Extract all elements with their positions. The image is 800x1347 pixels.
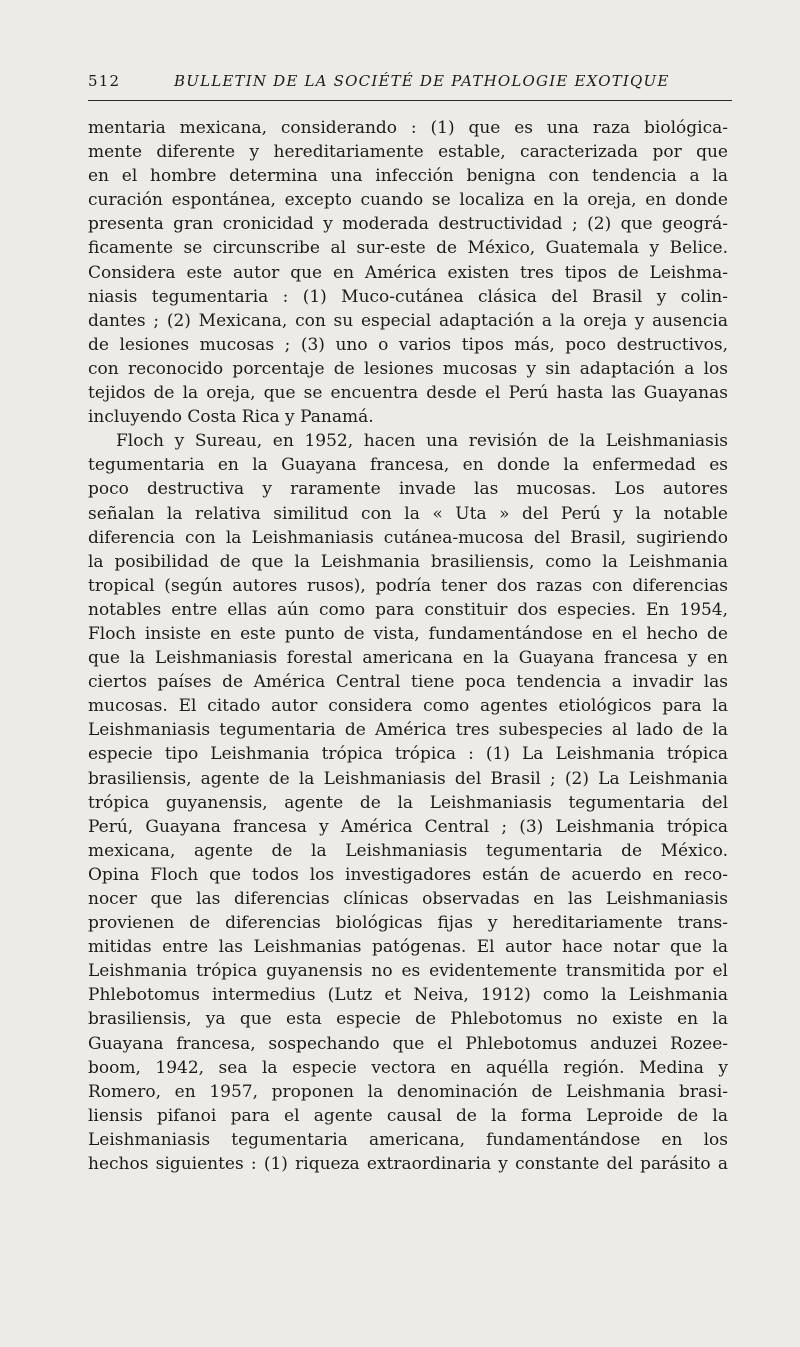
text-line: Considera este autor que en América existen tres tipos de Leishma- — [88, 262, 728, 283]
text-line: tegumentaria en la Guayana francesa, en donde la enfermedad es — [88, 455, 728, 476]
text-line: Leishmania trópica guyanensis no es evidentemente transmitida por el — [88, 961, 728, 982]
text-line: mente diferente y hereditariamente estable, caracterizada por que — [88, 142, 728, 163]
body-text — [88, 116, 728, 1176]
text-line: Guayana francesa, sospechando que el Phlebotomus anduzei Rozee- — [88, 1033, 728, 1054]
text-line: la posibilidad de que la Leishmania brasiliensis, como la Leishmania — [88, 551, 728, 572]
text-line: de lesiones mucosas ; (3) uno o varios tipos más, poco destructivos, — [88, 334, 728, 355]
text-line: dantes ; (2) Mexicana, con su especial adaptación a la oreja y ausencia — [88, 310, 728, 331]
text-line: incluyendo Costa Rica y Panamá. — [88, 407, 374, 428]
text-line: poco destructiva y raramente invade las mucosas. Los autores — [88, 479, 728, 500]
text-line: brasiliensis, ya que esta especie de Phlebotomus no existe en la — [88, 1009, 728, 1030]
text-line: Leishmaniasis tegumentaria de América tres subespecies al lado de la — [88, 720, 728, 741]
text-line: tejidos de la oreja, que se encuentra desde el Perú hasta las Guayanas — [88, 383, 728, 404]
text-line: ficamente se circunscribe al sur-este de México, Guatemala y Belice. — [88, 238, 728, 259]
text-line: Romero, en 1957, proponen la denominación de Leishmania brasi- — [88, 1081, 728, 1102]
text-line: liensis pifanoi para el agente causal de la forma Leproide de la — [88, 1105, 728, 1126]
text-line: ciertos países de América Central tiene poca tendencia a invadir las — [88, 672, 728, 693]
text-line: boom, 1942, sea la especie vectora en aquélla región. Medina y — [88, 1057, 728, 1078]
text-line: Floch y Sureau, en 1952, hacen una revisión de la Leishmaniasis — [116, 431, 728, 452]
text-line: notables entre ellas aún como para constituir dos especies. En 1954, — [88, 599, 728, 620]
text-line: curación espontánea, excepto cuando se localiza en la oreja, en donde — [88, 190, 728, 211]
text-line: Opina Floch que todos los investigadores están de acuerdo en reco- — [88, 864, 728, 885]
text-line: presenta gran cronicidad y moderada destructividad ; (2) que geográ- — [88, 214, 728, 235]
text-line: diferencia con la Leishmaniasis cutánea-mucosa del Brasil, sugiriendo — [88, 527, 728, 548]
text-line: mexicana, agente de la Leishmaniasis tegumentaria de México. — [88, 840, 728, 861]
text-line: mitidas entre las Leishmanias patógenas. El autor hace notar que la — [88, 937, 728, 958]
text-line: mucosas. El citado autor considera como agentes etiológicos para la — [88, 696, 728, 717]
text-line: con reconocido porcentaje de lesiones mucosas y sin adaptación a los — [88, 358, 728, 379]
page-number: 512 — [88, 72, 121, 90]
header-rule — [88, 100, 732, 101]
journal-title: BULLETIN DE LA SOCIÉTÉ DE PATHOLOGIE EXOTIQUE — [174, 72, 670, 90]
text-line: Leishmaniasis tegumentaria americana, fundamentándose en los — [88, 1129, 728, 1150]
text-line: hechos siguientes : (1) riqueza extraordinaria y constante del parásito a — [88, 1154, 728, 1175]
text-line: provienen de diferencias biológicas fijas y hereditariamente trans- — [88, 913, 728, 934]
text-line: Floch insiste en este punto de vista, fundamentándose en el hecho de — [88, 623, 728, 644]
text-line: que la Leishmaniasis forestal americana en la Guayana francesa y en — [88, 648, 728, 669]
text-line: Phlebotomus intermedius (Lutz et Neiva, 1912) como la Leishmania — [88, 985, 728, 1006]
text-line: nocer que las diferencias clínicas observadas en las Leishmaniasis — [88, 889, 728, 909]
text-line: trópica guyanensis, agente de la Leishmaniasis tegumentaria del — [88, 792, 728, 813]
text-line: tropical (según autores rusos), podría tener dos razas con diferencias — [88, 575, 728, 596]
text-line: en el hombre determina una infección benigna con tendencia a la — [88, 166, 728, 187]
text-line: brasiliensis, agente de la Leishmaniasis del Brasil ; (2) La Leishmania — [88, 768, 728, 789]
text-line: especie tipo Leishmania trópica trópica : (1) La Leishmania trópica — [88, 744, 728, 765]
text-line: señalan la relativa similitud con la « Uta » del Perú y la notable — [88, 503, 728, 524]
text-line: niasis tegumentaria : (1) Muco-cutánea clásica del Brasil y colin- — [88, 286, 728, 307]
text-line: mentaria mexicana, considerando : (1) que es una raza biológica- — [88, 118, 728, 138]
text-line: Perú, Guayana francesa y América Central ; (3) Leishmania trópica — [88, 816, 728, 837]
